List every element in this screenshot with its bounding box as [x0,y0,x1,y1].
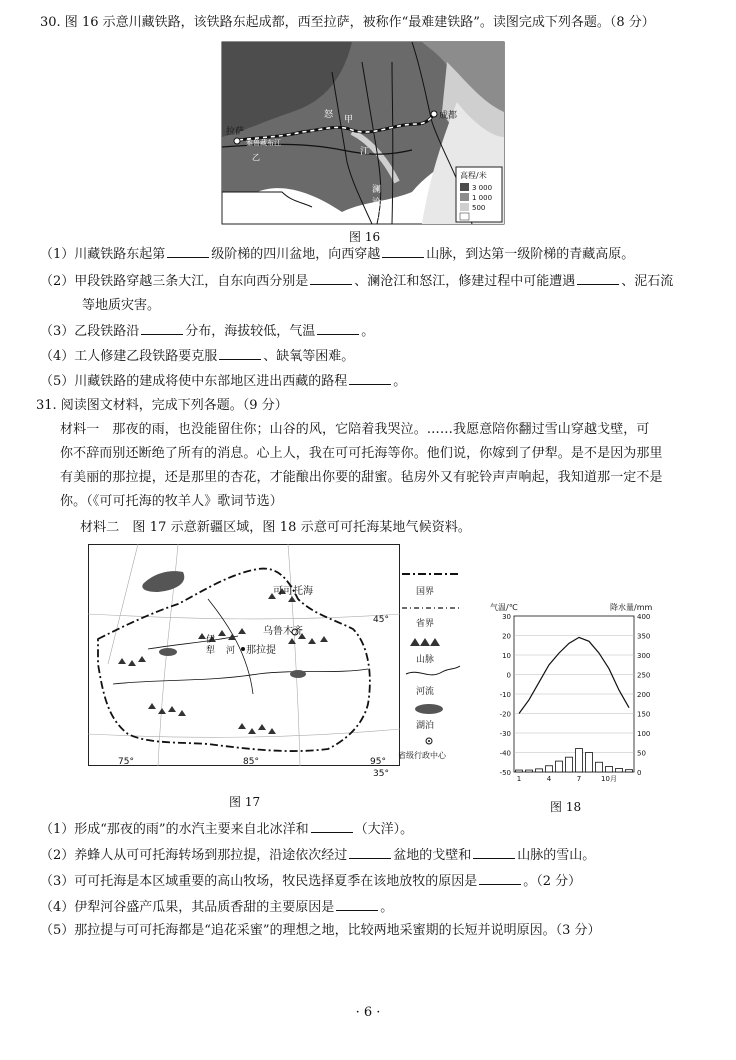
figure-17-map [88,544,400,779]
label-li: 犁 [206,646,216,656]
legend-title: 高程/米 [460,171,487,180]
figure-16-caption: 图 16 [349,230,381,244]
legend-mountain: 山脉 [416,655,435,665]
label-lon85: 85° [243,757,259,767]
figure-17-caption: 图 17 [229,795,261,809]
label-he: 河 [226,646,236,656]
label-keketuohai: 可可托海 [273,586,313,597]
q31-2: （2）养蜂人从可可托海转场到那拉提，沿途依次经过 盆地的戈壁和 山脉的雪山。 [40,848,596,863]
label-jiang: 江 [360,147,370,157]
label-lat45: 45° [373,615,389,625]
label-nalati: 那拉提 [246,645,276,656]
y-right-label: 降水量/mm [610,603,653,612]
y-right-tick: 200 [637,691,651,699]
answer-blank[interactable] [577,272,619,285]
precip-bar [576,749,583,772]
x-tick: 4 [546,775,552,783]
label-jia: 甲 [344,115,354,125]
material1-line-2: 你不辞而别还断绝了所有的消息。心上人，我在可可托海等你。他们说，你嫁到了伊犁。是不是因为那里 [60,446,663,461]
precip-bar [566,757,573,772]
answer-blank[interactable] [167,245,209,258]
precip-bar [586,753,593,773]
y-right-tick: 50 [637,749,646,758]
label-urumqi: 乌鲁木齐 [263,626,303,637]
answer-blank[interactable] [317,322,359,335]
q31-title: 31. 阅读图文材料，完成下列各题。（9 分） [36,398,288,413]
y-right-tick: 250 [637,671,651,680]
y-left-tick: -30 [499,730,511,738]
y-left-tick: -20 [499,710,511,719]
q30-5: （5）川藏铁路的建成将使中东部地区进出西藏的路程 。 [40,374,407,389]
precip-bar [536,769,543,772]
answer-blank[interactable] [219,347,261,360]
material1-line-4: 你。（《可可托海的牧羊人》歌词节选） [60,494,283,509]
label-yarlung: 雅鲁藏布江 [246,139,281,147]
legend-province: 省界 [416,619,435,629]
elevation-legend [456,167,502,222]
x-tick: 7 [576,775,582,783]
answer-blank[interactable] [349,846,391,859]
y-right-tick: 400 [637,613,651,621]
answer-blank[interactable] [479,872,521,885]
answer-blank[interactable] [349,372,391,385]
q30-1: （1）川藏铁路东起第 级阶梯的四川盆地，向西穿越 山脉，到达第一级阶梯的青藏高原。 [40,247,635,262]
legend-border: 国界 [416,587,435,597]
answer-blank[interactable] [310,272,352,285]
q30-4: （4）工人修建乙段铁路要克服 、缺氧等困难。 [40,349,355,364]
figure-18-caption: 图 18 [550,800,582,814]
precip-bar [526,770,533,772]
y-right-tick: 350 [637,632,651,641]
y-left-tick: 10 [502,652,511,660]
y-left-tick: -40 [499,749,511,758]
label-lancang-1: 澜 [372,185,382,195]
label-lancang-2: 沧 [372,198,382,208]
y-left-tick: 0 [506,671,511,680]
legend-500: 500 [472,204,486,212]
y-left-tick: 30 [502,613,511,621]
figure-16-map [222,42,504,224]
material2-intro: 材料二 图 17 示意新疆区域，图 18 示意可可托海某地气候资料。 [80,520,472,535]
legend-river: 河流 [416,687,435,697]
y-right-tick: 100 [637,730,651,738]
q31-1: （1）形成“那夜的雨”的水汽主要来自北冰洋和 （大洋）。 [40,822,414,837]
precip-bar [626,770,633,772]
label-lat35: 35° [373,769,389,779]
precip-bar [596,762,603,772]
legend-capital: 省级行政中心 [398,751,446,760]
precip-bar [556,761,563,772]
y-left-tick: -50 [499,769,511,777]
answer-blank[interactable] [311,820,353,833]
legend-1000: 1 000 [472,194,493,202]
q31-3: （3）可可托海是本区域重要的高山牧场，牧民选择夏季在该地放牧的原因是 。（2 分） [40,874,582,889]
temperature-line [519,637,629,713]
answer-blank[interactable] [473,846,515,859]
legend-3000: 3 000 [472,184,493,192]
precip-bar [546,766,553,772]
legend-lake: 湖泊 [416,721,435,731]
label-lon75: 75° [118,757,134,767]
material1-line-3: 有美丽的那拉提，还是那里的杏花，才能酿出你要的甜蜜。毡房外又有驼铃声声响起，我知道那一定不是 [60,470,663,485]
y-left-tick: -10 [499,691,511,699]
material1-line-1: 材料一 那夜的雨，也没能留住你；山谷的风，它陪着我哭泣。……我愿意陪你翻过雪山穿越戈壁，可 [60,422,650,437]
answer-blank[interactable] [382,245,424,258]
q31-5: （5）那拉提与可可托海都是“追花采蜜”的理想之地，比较两地采蜜期的长短并说明原因。（3 分） [40,923,601,938]
x-tick: 10月 [601,775,617,783]
q30-3: （3）乙段铁路沿 分布，海拔较低，气温 。 [40,324,375,339]
y-left-label: 气温/℃ [490,603,518,612]
label-lhasa: 拉萨 [226,127,245,137]
precip-bar [516,770,523,772]
q30-title: 30. 图 16 示意川藏铁路，该铁路东起成都，西至拉萨，被称作“最难建铁路”。读图完成下列各题。（8 分） [40,15,655,30]
label-chengdu: 成都 [439,111,458,121]
precip-bar [606,767,613,772]
q30-2: （2）甲段铁路穿越三条大江，自东向西分别是 、澜沧江和怒江，修建过程中可能遭遇 、泥石流 [40,274,674,289]
y-right-tick: 150 [637,710,651,719]
answer-blank[interactable] [141,322,183,335]
y-right-tick: 0 [637,769,642,777]
figure-18-climate-chart [486,598,668,786]
label-yi: 乙 [252,153,260,162]
y-left-tick: 20 [502,632,511,641]
q31-4: （4）伊犁河谷盛产瓜果，其品质香甜的主要原因是 。 [40,900,394,915]
q30-2-cont: 等地质灾害。 [82,298,161,313]
map-legend [394,566,474,766]
label-lon95: 95° [370,757,386,767]
x-tick: 1 [516,775,522,783]
label-yi: 伊 [206,635,216,645]
answer-blank[interactable] [336,898,378,911]
label-nu: 怒 [324,110,334,120]
page-number: · 6 · [355,1005,381,1020]
y-right-tick: 300 [637,652,651,660]
precip-bar [616,768,623,772]
label-lancang-3: 江 [372,211,382,221]
